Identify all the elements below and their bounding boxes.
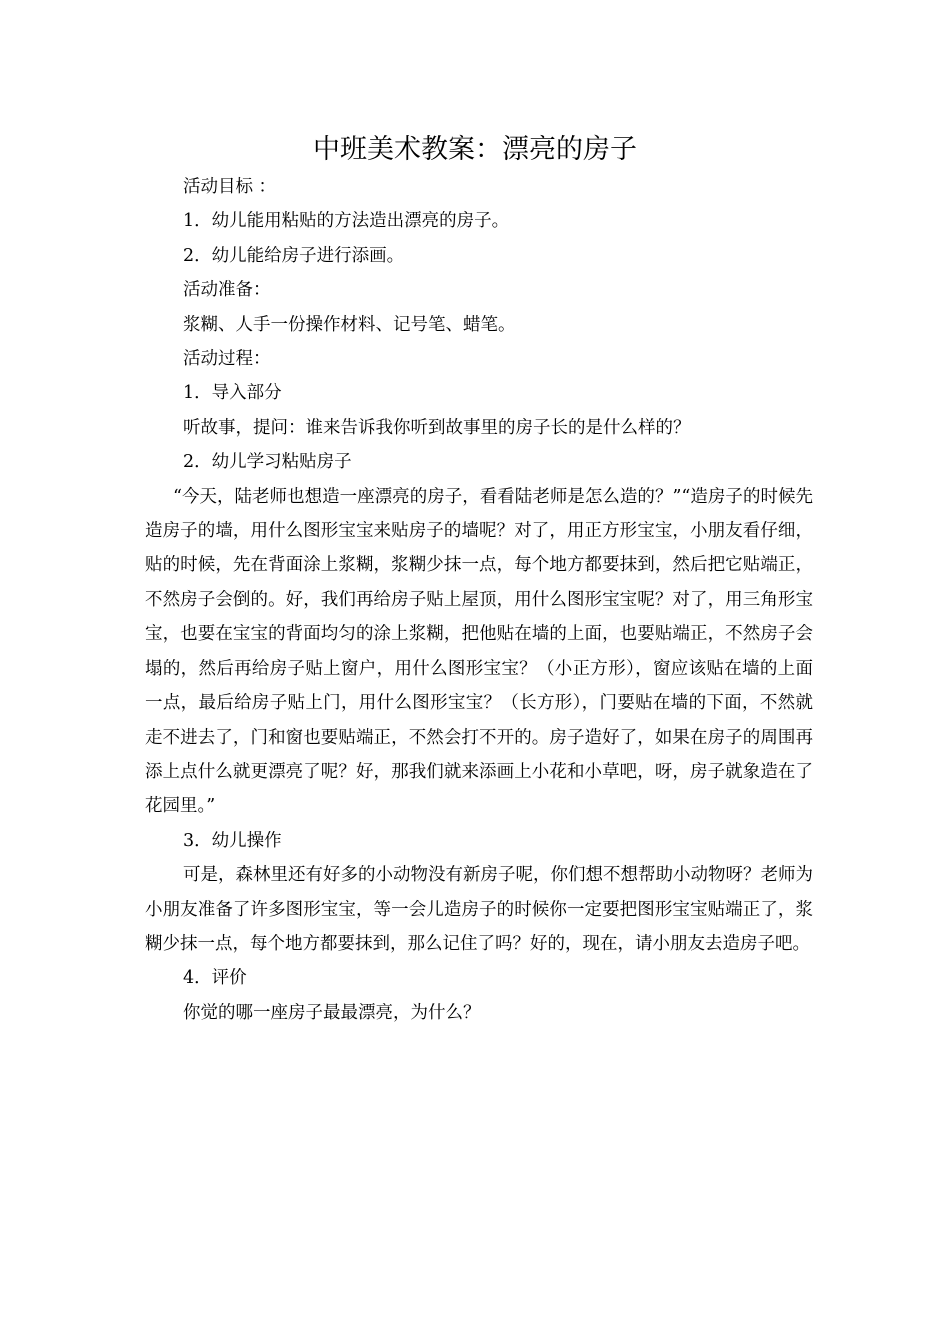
step-4-heading: 4．评价: [183, 968, 247, 989]
step-3-text: 可是，森林里还有好多的小动物没有新房子呢，你们想不想帮助小动物呀？老师为小朋友准备了许多图形宝宝，等一会儿造房子的时候你一定要把图形宝宝贴端正了，浆糊少抹一点，每个地方都要抹到，那么记住了吗？好的，现在，请小朋友去造房子吧。: [145, 865, 813, 954]
process-heading: 活动过程：: [183, 349, 271, 370]
document-title: 中班美术教案：漂亮的房子: [313, 134, 637, 165]
prep-heading: 活动准备：: [183, 280, 271, 301]
document-body: [145, 170, 813, 1030]
step-1-heading: 1．导入部分: [183, 383, 282, 404]
step-3-heading: 3．幼儿操作: [183, 830, 282, 851]
step-4-text: 你觉的哪一座房子最最漂亮，为什么？: [183, 1002, 481, 1023]
step-1-text: 听故事，提问：谁来告诉我你听到故事里的房子长的是什么样的？: [183, 417, 691, 438]
prep-text: 浆糊、人手一份操作材料、记号笔、蜡笔。: [183, 314, 516, 335]
step-2-text: “今天，陆老师也想造一座漂亮的房子，看看陆老师是怎么造的？”“造房子的时候先造房子的墙，用什么图形宝宝来贴房子的墙呢？对了，用正方形宝宝，小朋友看仔细，贴的时候，先在背面涂上浆糊，浆糊少抹一点，每个地方都要抹到，然后把它贴端正，不然房子会倒的。好，我们再给房子贴上屋顶，用什么图形宝宝呢？对了，用三角形宝宝，也要在宝宝的背面均匀的涂上浆糊，把他贴在墙的上面，也要贴端正，不然房子会塌的，然后再给房子贴上窗户，用什么图形宝宝？（小正方形），窗应该贴在墙的上面一点，最后给房子贴上门，用什么图形宝宝？（长方形），门要贴在墙的下面，不然就走不进去了，门和窗也要贴端正，不然会打不开的。房子造好了，如果在房子的周围再添上点什么就更漂亮了呢？好，那我们就来添画上小花和小草吧，呀，房子就象造在了花园里。”: [145, 486, 813, 817]
goal-heading: 活动目标 ：: [183, 177, 277, 197]
step-2-heading: 2．幼儿学习粘贴房子: [183, 452, 352, 473]
goal-item-2: 2．幼儿能给房子进行添画。: [183, 245, 405, 266]
goal-item-1: 1．幼儿能用粘贴的方法造出漂亮的房子。: [183, 211, 510, 232]
